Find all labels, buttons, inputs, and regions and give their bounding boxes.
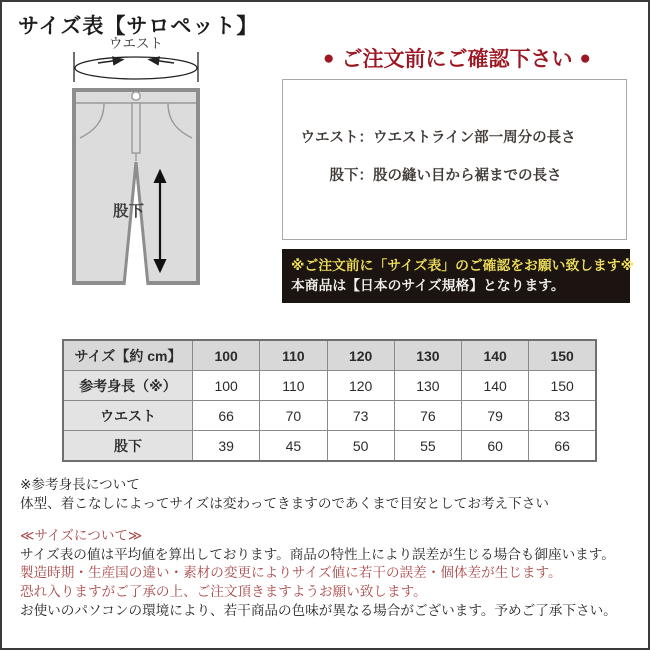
inseam-measure-label: 股下 <box>113 203 145 220</box>
table-row <box>63 401 596 431</box>
pants-outline <box>74 90 198 285</box>
note-line: サイズ表の値は平均値を算出しております。商品の特性上により誤差が生じる場合も御座います。 <box>20 546 615 562</box>
table-row <box>63 340 596 371</box>
warning-line-1: ※ご注文前に「サイズ表」のご確認をお願い致します※ <box>291 258 635 273</box>
note-line: お使いのパソコンの環境により、若干商品の色味が異なる場合がございます。予めご了承下さい。 <box>20 602 617 618</box>
warning-box <box>282 249 635 303</box>
red-dot-icon: ● <box>579 47 591 69</box>
notice-header-text: ご注文前にご確認下さい <box>341 48 573 71</box>
table-cell: 50 <box>327 431 394 462</box>
table-cell: 130 <box>394 340 461 371</box>
table-cell: 100 <box>193 371 260 401</box>
red-dot-icon: ● <box>323 47 335 69</box>
pants-diagram <box>60 46 212 292</box>
footnotes <box>20 476 640 620</box>
table-cell: 100 <box>193 340 260 371</box>
definition-term: 股下： <box>329 168 373 184</box>
table-cell: 140 <box>462 340 529 371</box>
table-cell: 66 <box>193 401 260 431</box>
table-cell: 150 <box>529 371 596 401</box>
table-cell: 66 <box>529 431 596 462</box>
row-label: 参考身長（※） <box>63 371 193 401</box>
table-cell: 120 <box>327 340 394 371</box>
table-cell: 60 <box>462 431 529 462</box>
table-cell: 83 <box>529 401 596 431</box>
table-cell: 70 <box>260 401 327 431</box>
table-cell: 45 <box>260 431 327 462</box>
table-cell: 140 <box>462 371 529 401</box>
note-line: 恐れ入りますがご了承の上、ご注文頂きますようお願い致します。 <box>20 583 427 599</box>
definition-desc: 股の縫い目から裾までの長さ <box>373 168 562 184</box>
table-cell: 73 <box>327 401 394 431</box>
waist-extent-marks <box>74 52 198 82</box>
table-cell: 79 <box>462 401 529 431</box>
table-cell: 130 <box>394 371 461 401</box>
button-icon <box>132 92 140 100</box>
table-cell: 150 <box>529 340 596 371</box>
size-table <box>62 339 597 462</box>
table-row <box>63 371 596 401</box>
table-cell: 120 <box>327 371 394 401</box>
table-cell: 110 <box>260 371 327 401</box>
notice-header <box>290 43 624 73</box>
table-cell: 76 <box>394 401 461 431</box>
row-label: 股下 <box>63 431 193 462</box>
row-label: サイズ【約 cm】 <box>63 340 193 371</box>
fly-seam <box>132 103 140 153</box>
definitions-box <box>282 79 627 240</box>
definition-desc: ウエストライン部一周分の長さ <box>373 130 576 146</box>
row-label: ウエスト <box>63 401 193 431</box>
table-cell: 110 <box>260 340 327 371</box>
table-row <box>63 431 596 462</box>
warning-line-2: 本商品は【日本のサイズ規格】となります。 <box>291 278 565 293</box>
waist-measure-label: ウエスト <box>109 36 163 51</box>
page-title: サイズ表【サロペット】 <box>18 15 259 38</box>
definition-term: ウエスト： <box>300 130 373 146</box>
table-cell: 55 <box>394 431 461 462</box>
note-line: 体型、着こなしによってサイズは変わってきますのであくまで目安としてお考え下さい <box>20 495 549 511</box>
note-line: 製造時期・生産国の違い・素材の変更によりサイズ値に若干の誤差・個体差が生じます。 <box>20 565 562 581</box>
table-cell: 39 <box>193 431 260 462</box>
note-heading-height: ※参考身長について <box>20 477 140 492</box>
note-heading-size: ≪サイズについて≫ <box>20 528 143 544</box>
